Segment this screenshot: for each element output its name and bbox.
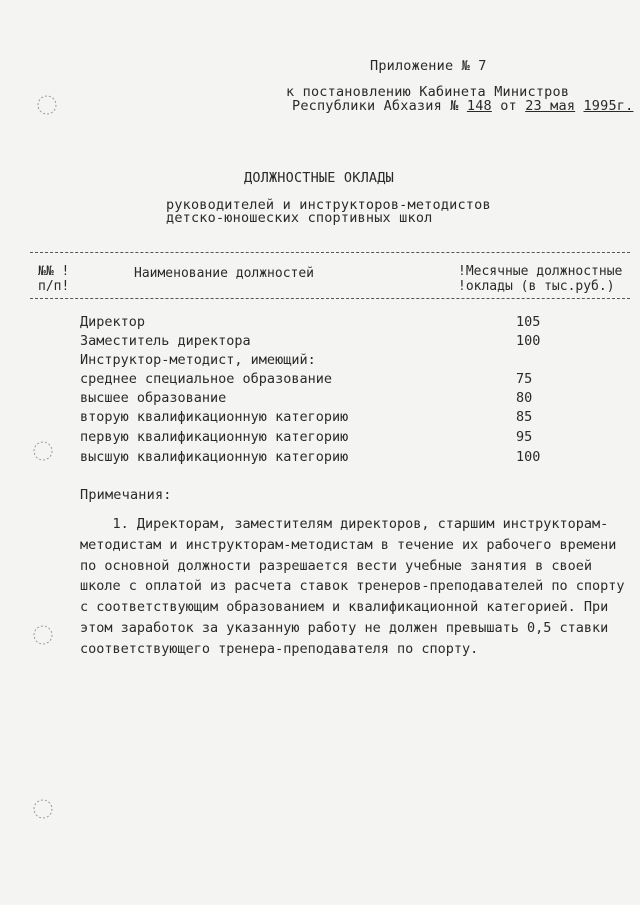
position-name: вторую квалификационную категорию <box>80 409 349 425</box>
salary-value: 95 <box>516 429 533 445</box>
notes-line: методистам и инструкторам-методистам в течение их рабочего времени <box>80 536 617 553</box>
decree-year: 1995г. <box>583 98 634 114</box>
punch-hole-mark <box>30 622 56 648</box>
punch-hole-mark <box>30 438 56 464</box>
subtitle-line-2: детско-юношеских спортивных школ <box>166 210 433 226</box>
page-title: ДОЛЖНОСТНЫЕ ОКЛАДЫ <box>244 170 394 186</box>
column-name-header: Наименование должностей <box>134 266 315 281</box>
notes-line: школе с оплатой из расчета ставок тренеров-преподавателей по спорту <box>80 578 625 595</box>
subtitle-line-1: руководителей и инструкторов-методистов <box>166 197 491 213</box>
column-salary-line-2: !оклады (в тыс.руб.) <box>458 279 615 294</box>
position-name: первую квалификационную категорию <box>80 429 349 445</box>
table-top-rule <box>30 252 630 253</box>
punch-hole-mark <box>30 796 56 822</box>
salary-value: 80 <box>516 390 533 406</box>
position-name: высшую квалификационную категорию <box>80 449 349 465</box>
position-name: Директор <box>80 314 146 330</box>
salary-value: 100 <box>516 449 541 465</box>
decree-date: 23 мая <box>525 98 576 114</box>
table-header-rule <box>30 298 630 299</box>
salary-value: 75 <box>516 371 533 387</box>
decree-line-1: к постановлению Кабинета Министров <box>286 84 570 100</box>
salary-value: 100 <box>516 333 541 349</box>
column-number-line-1: №№ ! <box>38 264 70 279</box>
position-name: среднее специальное образование <box>80 371 332 387</box>
decree-from: от <box>500 98 517 114</box>
notes-line: соответствующего тренера-преподавателя по спорту. <box>80 640 479 657</box>
column-number-line-2: п/п! <box>38 279 70 294</box>
decree-line-2 <box>292 98 633 114</box>
column-salary-line-1: !Месячные должностные <box>458 264 623 279</box>
decree-number: 148 <box>466 98 492 114</box>
notes-line: этом заработок за указанную работу не должен превышать 0,5 ставки <box>80 619 609 636</box>
punch-hole-mark <box>34 92 60 118</box>
salary-value: 85 <box>516 409 533 425</box>
notes-line: по основной должности разрешается вести учебные занятия в своей <box>80 557 593 574</box>
position-name: Заместитель директора <box>80 333 251 349</box>
notes-line: с соответствующим образованием и квалификационной категорией. При <box>80 599 609 616</box>
salary-value: 105 <box>516 314 541 330</box>
appendix-label: Приложение № 7 <box>370 58 487 74</box>
notes-heading: Примечания: <box>80 487 172 503</box>
decree-prefix: Республики Абхазия № <box>292 98 459 114</box>
position-name: Инструктор-методист, имеющий: <box>80 352 316 368</box>
notes-line: 1. Директорам, заместителям директоров, старшим инструкторам- <box>80 516 609 532</box>
notes-paragraph <box>80 514 625 660</box>
position-name: высшее образование <box>80 390 227 406</box>
